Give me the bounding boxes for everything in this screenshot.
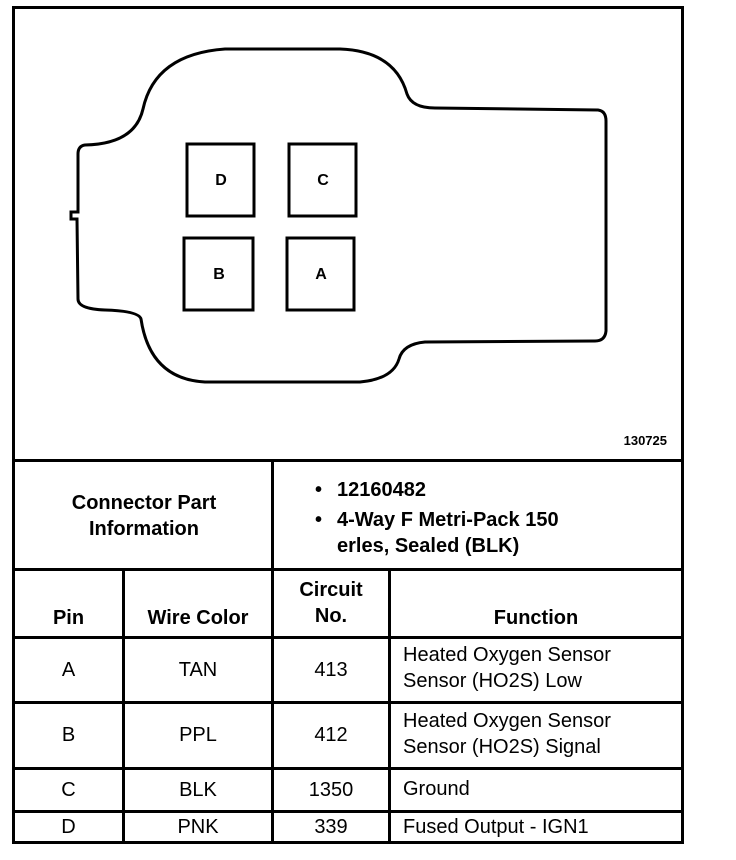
- pin-label-a: A: [315, 266, 327, 283]
- connector-info-label-line1: Connector Part: [71, 492, 217, 514]
- header-function: Function: [493, 606, 579, 629]
- row-a-function: [403, 642, 611, 694]
- connector-document: [12, 6, 684, 844]
- row-c-wire: BLK: [179, 778, 217, 801]
- row-a-function-line2: Sensor (HO2S) Low: [403, 670, 582, 692]
- figure-id: 130725: [623, 433, 667, 448]
- connector-description: [315, 507, 675, 559]
- row-a-wire: TAN: [178, 658, 218, 681]
- connector-diagram: [15, 9, 681, 461]
- connector-info-details: [315, 477, 675, 563]
- part-number: • 12160482: [315, 477, 675, 503]
- header-pin: Pin: [52, 606, 85, 629]
- header-circuit-line2: No.: [314, 605, 348, 627]
- row-d-function: Fused Output - IGN1: [403, 816, 589, 838]
- row-b-wire: PPL: [179, 724, 217, 746]
- pin-label-d: D: [215, 172, 227, 189]
- connector-description-line2: erles, Sealed (BLK): [337, 535, 520, 557]
- row-b-function-line2: Sensor (HO2S) Signal: [403, 736, 601, 758]
- header-circuit-line1: Circuit: [299, 579, 363, 601]
- row-c-circuit: 1350: [308, 778, 354, 801]
- row-b-circuit: 412: [314, 724, 348, 746]
- row-c-function: Ground: [403, 778, 470, 800]
- header-wire-color: Wire Color: [147, 606, 249, 629]
- row-b-function-line1: Heated Oxygen Sensor: [403, 710, 611, 732]
- header-circuit-no: [274, 571, 388, 635]
- row-d-circuit: 339: [314, 815, 348, 838]
- row-d-wire: PNK: [177, 815, 219, 838]
- connector-info-label-line2: Information: [89, 518, 199, 540]
- row-a-circuit: 413: [314, 658, 348, 681]
- row-b-function: [403, 708, 611, 760]
- connector-description-line1: • 4-Way F Metri-Pack 150: [337, 509, 559, 531]
- row-d-pin: D: [61, 815, 76, 838]
- pin-label-c: C: [317, 172, 329, 189]
- connector-info-label: [15, 462, 273, 570]
- row-c-pin: C: [61, 778, 76, 801]
- row-a-pin: A: [61, 658, 76, 681]
- connector-outline-svg: [15, 9, 681, 461]
- pin-label-b: B: [213, 266, 225, 283]
- row-b-pin: B: [61, 724, 76, 746]
- row-a-function-line1: Heated Oxygen Sensor: [403, 644, 611, 666]
